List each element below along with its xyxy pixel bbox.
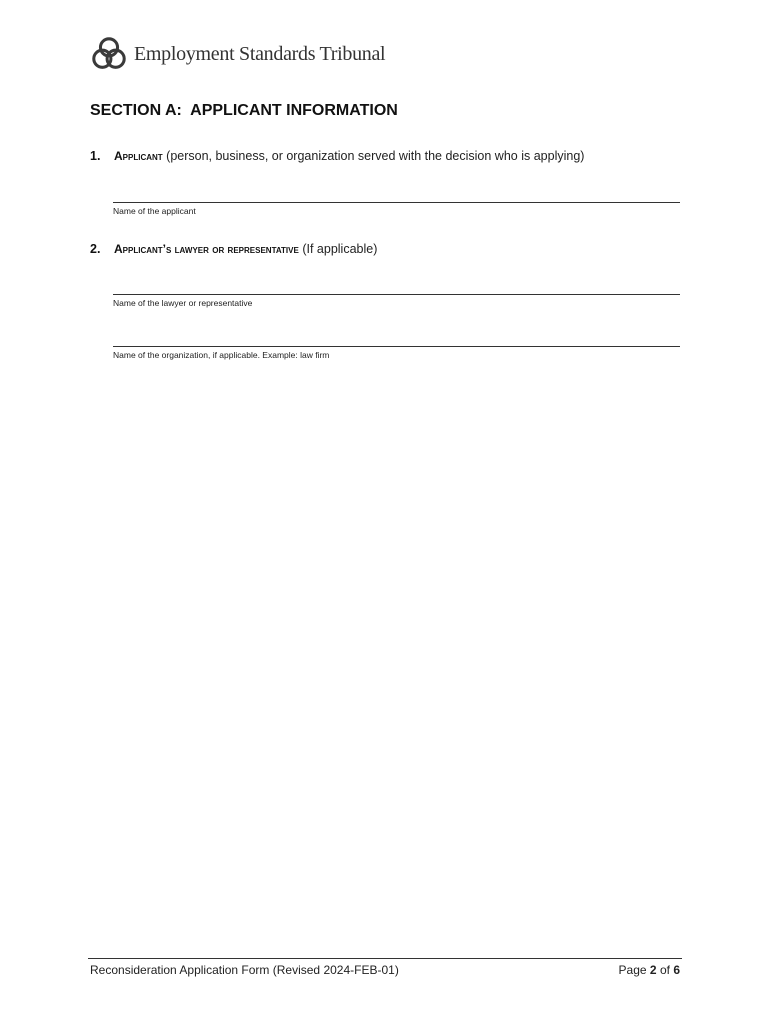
page-current: 2 [649, 963, 657, 977]
interlocking-rings-logo-icon [90, 35, 128, 73]
logo-text: Employment Standards Tribunal [134, 42, 386, 65]
page-of: of [659, 963, 670, 977]
item-applicant [90, 149, 584, 163]
item-description: (person, business, or organization served with the decision who is applying) [166, 149, 585, 163]
item-number: 1. [90, 149, 101, 163]
footer-form-name: Reconsideration Application Form (Revised 2024-FEB-01) [90, 963, 399, 977]
page-prefix: Page [618, 963, 647, 977]
page-total: 6 [673, 963, 680, 977]
footer-page-number [619, 963, 680, 977]
organization-name-field[interactable] [113, 346, 680, 347]
representative-name-field[interactable] [113, 294, 680, 295]
tribunal-logo [90, 34, 385, 74]
applicant-name-field[interactable] [113, 202, 680, 203]
item-label: Applicant’s lawyer or representative [114, 242, 299, 256]
section-title: SECTION A: APPLICANT INFORMATION [90, 102, 398, 119]
item-description: (If applicable) [302, 242, 378, 256]
footer-divider [88, 958, 682, 959]
field-caption: Name of the applicant [113, 206, 196, 216]
item-label: Applicant [114, 149, 163, 163]
item-number: 2. [90, 242, 101, 256]
item-representative [90, 242, 377, 256]
field-caption: Name of the organization, if applicable. Example: law firm [113, 350, 330, 360]
field-caption: Name of the lawyer or representative [113, 298, 253, 308]
